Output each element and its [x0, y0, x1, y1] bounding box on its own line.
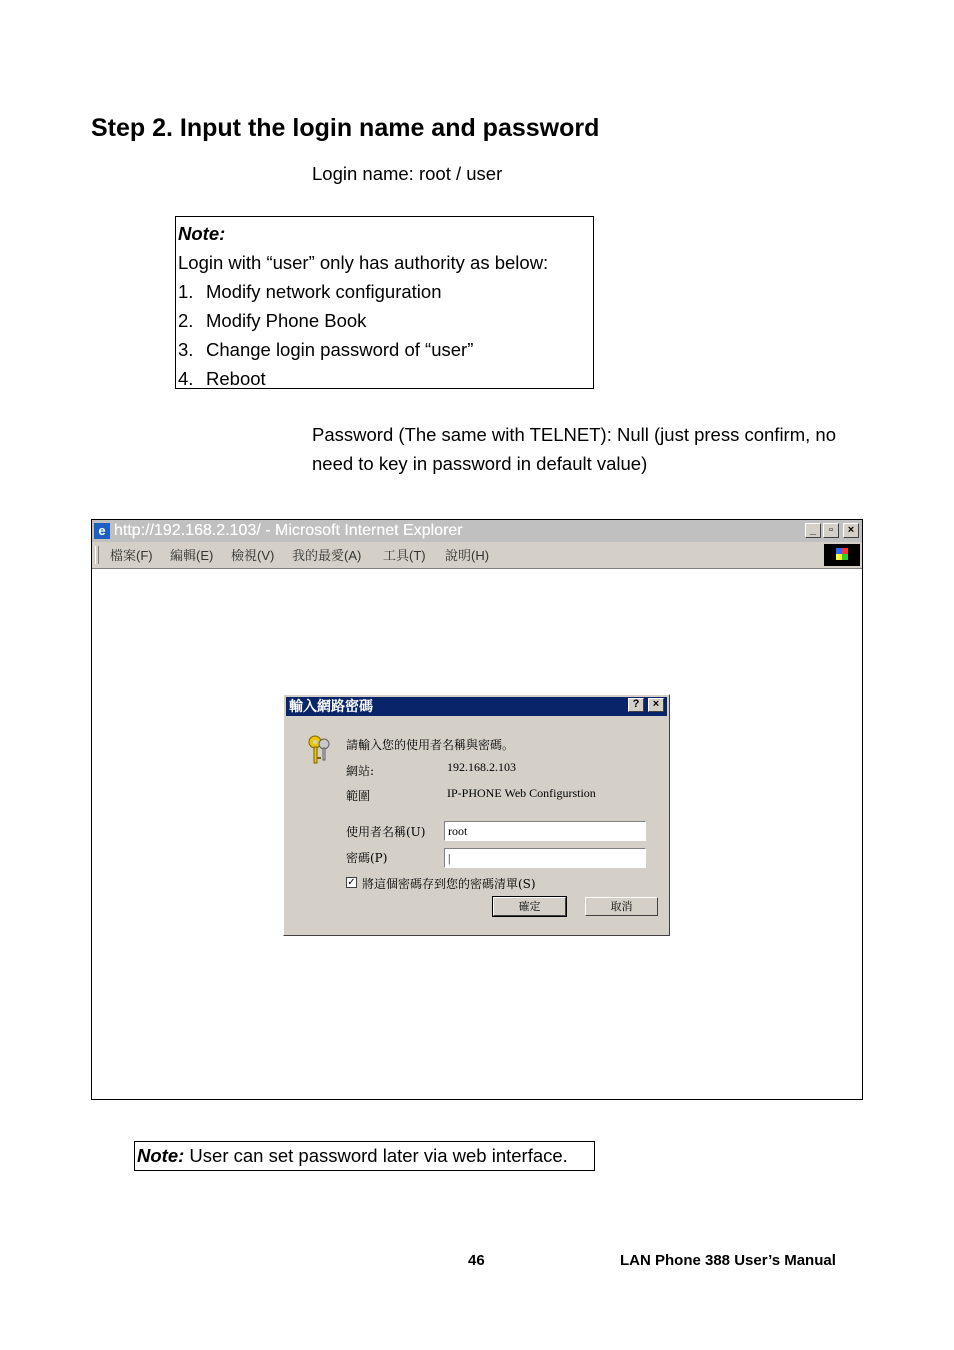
username-label: 使用者名稱(U) [346, 825, 426, 839]
manual-title: LAN Phone 388 User’s Manual [620, 1252, 836, 1269]
browser-title-bar [92, 520, 862, 542]
list-item: 2. Modify Phone Book [178, 310, 367, 331]
password-line-2: need to key in password in default value) [312, 453, 648, 474]
list-item: 1. Modify network configuration [178, 281, 442, 302]
save-password-label: 將這個密碼存到您的密碼清單(S) [362, 877, 536, 891]
page-number: 46 [468, 1252, 485, 1269]
toolbar-grip[interactable] [95, 546, 99, 564]
username-input[interactable] [444, 821, 646, 841]
password-note-box [134, 1141, 595, 1171]
note-intro: Login with “user” only has authority as below: [178, 252, 549, 273]
note2-title: Note: [137, 1145, 185, 1166]
step-heading: Step 2. Input the login name and password [91, 114, 600, 142]
dialog-title: 輸入網路密碼 [286, 697, 667, 716]
ok-button[interactable]: 確定 [493, 897, 566, 916]
ie-icon: e [94, 523, 110, 539]
minimize-button[interactable]: _ [805, 523, 821, 538]
close-button[interactable]: × [843, 523, 859, 538]
login-dialog [283, 694, 670, 936]
realm-value: IP-PHONE Web Configurstion [447, 786, 596, 800]
menu-favorites[interactable]: 我的最愛(A) [292, 548, 362, 563]
site-label: 網站: [346, 764, 375, 778]
menu-tools[interactable]: 工具(T) [383, 548, 426, 563]
list-item: 3. Change login password of “user” [178, 339, 474, 360]
menu-help[interactable]: 說明(H) [445, 548, 490, 563]
keys-icon [306, 733, 332, 767]
password-line-1: Password (The same with TELNET): Null (just press confirm, no [312, 424, 836, 445]
authority-list [178, 277, 591, 393]
cancel-button[interactable]: 取消 [585, 897, 658, 916]
menu-view[interactable]: 檢視(V) [231, 548, 275, 563]
help-button[interactable]: ? [628, 698, 644, 712]
browser-menu-bar [92, 542, 862, 569]
authority-note-box [175, 216, 594, 389]
note2-text: User can set password later via web interface. [184, 1145, 568, 1166]
restore-button[interactable]: ▫ [823, 523, 839, 538]
windows-logo-icon [824, 544, 860, 566]
note-title: Note: [178, 223, 226, 244]
realm-label: 範圍 [346, 789, 371, 803]
password-input[interactable] [444, 848, 646, 868]
site-value: 192.168.2.103 [447, 760, 516, 774]
menu-file[interactable]: 檔案(F) [110, 548, 153, 563]
dialog-prompt: 請輸入您的使用者名稱與密碼。 [346, 738, 515, 752]
browser-title: http://192.168.2.103/ - Microsoft Internet Explorer [114, 522, 463, 539]
menu-edit[interactable]: 編輯(E) [170, 548, 214, 563]
list-item: 4. Reboot [178, 368, 266, 389]
dialog-close-button[interactable]: × [648, 698, 664, 712]
save-password-checkbox[interactable]: ✓ [347, 877, 356, 888]
password-label: 密碼(P) [346, 851, 388, 865]
login-name-line: Login name: root / user [312, 163, 503, 184]
